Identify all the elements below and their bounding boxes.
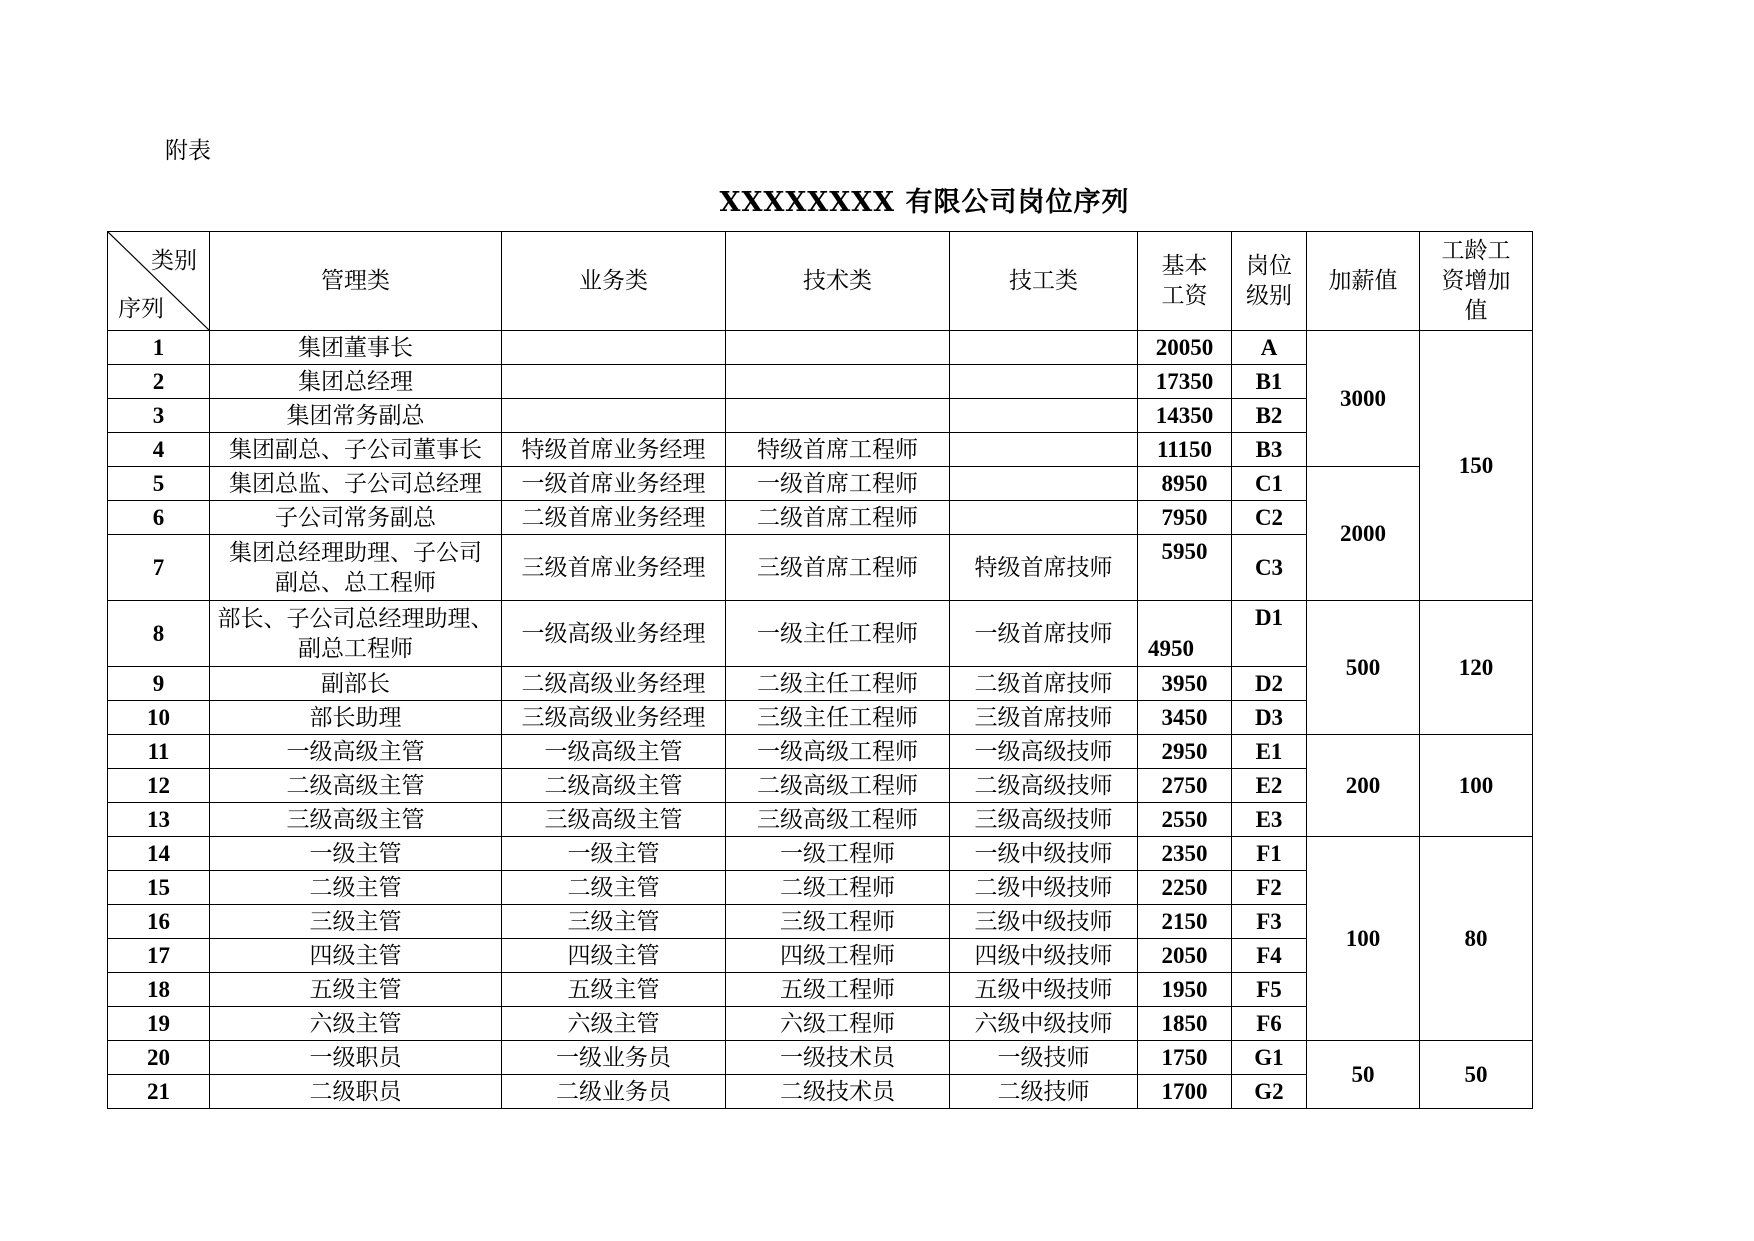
table-row (108, 735, 1533, 769)
header-grade-line2: 级别 (1246, 283, 1292, 309)
header-technician: 技工类 (950, 232, 1138, 331)
technical-cell: 二级技术员 (726, 1075, 950, 1109)
business-cell: 二级业务员 (502, 1075, 726, 1109)
technical-cell: 一级高级工程师 (726, 735, 950, 769)
management-cell: 集团总经理 (210, 365, 502, 399)
technician-cell: 二级技师 (950, 1075, 1138, 1109)
technical-cell: 三级主任工程师 (726, 701, 950, 735)
business-cell: 三级高级主管 (502, 803, 726, 837)
technician-cell (950, 331, 1138, 365)
header-row (108, 232, 1533, 331)
business-cell (502, 331, 726, 365)
seq-cell: 8 (108, 601, 210, 667)
position-sequence-table (107, 231, 1533, 1109)
header-base-salary-line1: 基本 (1161, 253, 1208, 279)
grade-cell: E1 (1232, 735, 1307, 769)
business-cell: 特级首席业务经理 (502, 433, 726, 467)
technical-cell: 三级首席工程师 (726, 535, 950, 601)
header-seniority-line3: 值 (1464, 298, 1488, 324)
salary-cell: 5950 (1138, 535, 1232, 601)
management-cell: 五级主管 (210, 973, 502, 1007)
technician-cell: 一级中级技师 (950, 837, 1138, 871)
salary-cell: 1850 (1138, 1007, 1232, 1041)
header-base-salary (1138, 232, 1232, 331)
header-raise: 加薪值 (1307, 232, 1420, 331)
technician-cell (950, 433, 1138, 467)
header-corner-cell (108, 232, 210, 331)
technical-cell (726, 365, 950, 399)
business-cell: 三级高级业务经理 (502, 701, 726, 735)
grade-cell: D1 (1232, 601, 1307, 667)
management-cell: 四级主管 (210, 939, 502, 973)
technical-cell: 四级工程师 (726, 939, 950, 973)
seq-cell: 2 (108, 365, 210, 399)
header-seniority (1420, 232, 1533, 331)
business-cell: 一级主管 (502, 837, 726, 871)
technical-cell: 一级主任工程师 (726, 601, 950, 667)
grade-cell: F5 (1232, 973, 1307, 1007)
seq-cell: 3 (108, 399, 210, 433)
technical-cell: 六级工程师 (726, 1007, 950, 1041)
header-management: 管理类 (210, 232, 502, 331)
technician-cell (950, 501, 1138, 535)
management-cell: 一级职员 (210, 1041, 502, 1075)
salary-cell: 8950 (1138, 467, 1232, 501)
grade-cell: D3 (1232, 701, 1307, 735)
header-seniority-line1: 工龄工 (1441, 238, 1511, 264)
grade-cell: E2 (1232, 769, 1307, 803)
raise-group-cell: 200 (1307, 735, 1420, 837)
technical-cell: 五级工程师 (726, 973, 950, 1007)
seq-cell: 7 (108, 535, 210, 601)
technician-cell (950, 399, 1138, 433)
salary-cell: 1750 (1138, 1041, 1232, 1075)
grade-cell: F3 (1232, 905, 1307, 939)
technical-cell: 二级高级工程师 (726, 769, 950, 803)
technical-cell: 二级工程师 (726, 871, 950, 905)
technician-cell: 一级首席技师 (950, 601, 1138, 667)
grade-cell: C3 (1232, 535, 1307, 601)
grade-cell: B2 (1232, 399, 1307, 433)
management-cell-line2: 副总工程师 (298, 635, 413, 662)
management-cell: 副部长 (210, 667, 502, 701)
management-cell: 二级主管 (210, 871, 502, 905)
grade-cell: B1 (1232, 365, 1307, 399)
raise-group-cell: 2000 (1307, 467, 1420, 601)
page-title: XXXXXXXX 有限公司岗位序列 (719, 187, 1130, 218)
grade-cell: C1 (1232, 467, 1307, 501)
raise-group-cell: 500 (1307, 601, 1420, 735)
technical-cell: 一级工程师 (726, 837, 950, 871)
salary-cell: 2950 (1138, 735, 1232, 769)
corner-category-label: 类别 (151, 248, 197, 274)
management-cell: 集团总监、子公司总经理 (210, 467, 502, 501)
business-cell: 四级主管 (502, 939, 726, 973)
management-cell-line2: 副总、总工程师 (275, 569, 436, 596)
technical-cell (726, 331, 950, 365)
grade-cell: F1 (1232, 837, 1307, 871)
grade-cell: E3 (1232, 803, 1307, 837)
management-cell: 二级职员 (210, 1075, 502, 1109)
technician-cell: 五级中级技师 (950, 973, 1138, 1007)
business-cell: 三级主管 (502, 905, 726, 939)
management-cell: 子公司常务副总 (210, 501, 502, 535)
technical-cell: 二级主任工程师 (726, 667, 950, 701)
business-cell: 三级首席业务经理 (502, 535, 726, 601)
header-grade-line1: 岗位 (1246, 253, 1292, 279)
business-cell: 一级高级主管 (502, 735, 726, 769)
technician-cell: 二级中级技师 (950, 871, 1138, 905)
salary-cell: 2350 (1138, 837, 1232, 871)
technical-cell: 一级技术员 (726, 1041, 950, 1075)
management-cell-line1: 集团总经理助理、子公司 (229, 539, 482, 566)
management-cell: 六级主管 (210, 1007, 502, 1041)
salary-cell: 3950 (1138, 667, 1232, 701)
management-cell: 集团常务副总 (210, 399, 502, 433)
technical-cell: 二级首席工程师 (726, 501, 950, 535)
header-grade (1232, 232, 1307, 331)
seq-cell: 19 (108, 1007, 210, 1041)
technician-cell: 三级首席技师 (950, 701, 1138, 735)
business-cell: 一级首席业务经理 (502, 467, 726, 501)
seq-cell: 20 (108, 1041, 210, 1075)
technician-cell: 一级技师 (950, 1041, 1138, 1075)
seq-cell: 4 (108, 433, 210, 467)
grade-cell: F2 (1232, 871, 1307, 905)
grade-cell: A (1232, 331, 1307, 365)
management-cell: 部长助理 (210, 701, 502, 735)
technician-cell: 二级高级技师 (950, 769, 1138, 803)
salary-cell: 1700 (1138, 1075, 1232, 1109)
seq-cell: 10 (108, 701, 210, 735)
technical-cell: 三级工程师 (726, 905, 950, 939)
management-cell: 二级高级主管 (210, 769, 502, 803)
technician-cell: 一级高级技师 (950, 735, 1138, 769)
business-cell: 二级高级业务经理 (502, 667, 726, 701)
salary-cell: 11150 (1138, 433, 1232, 467)
salary-cell: 1950 (1138, 973, 1232, 1007)
header-base-salary-line2: 工资 (1161, 283, 1208, 309)
grade-cell: C2 (1232, 501, 1307, 535)
grade-cell: F6 (1232, 1007, 1307, 1041)
salary-cell: 20050 (1138, 331, 1232, 365)
seniority-group-cell: 100 (1420, 735, 1533, 837)
table-row (108, 467, 1533, 501)
technician-cell (950, 365, 1138, 399)
technical-cell (726, 399, 950, 433)
technician-cell: 四级中级技师 (950, 939, 1138, 973)
seniority-group-cell: 50 (1420, 1041, 1533, 1109)
seniority-group-cell: 150 (1420, 331, 1533, 601)
technician-cell: 特级首席技师 (950, 535, 1138, 601)
corner-sequence-label: 序列 (118, 296, 164, 322)
technical-cell: 一级首席工程师 (726, 467, 950, 501)
technician-cell (950, 467, 1138, 501)
seq-cell: 21 (108, 1075, 210, 1109)
table-row (108, 601, 1533, 667)
business-cell: 一级高级业务经理 (502, 601, 726, 667)
salary-cell: 2750 (1138, 769, 1232, 803)
seq-cell: 11 (108, 735, 210, 769)
seq-cell: 16 (108, 905, 210, 939)
salary-cell: 4950 (1138, 601, 1232, 667)
business-cell: 二级高级主管 (502, 769, 726, 803)
seq-cell: 6 (108, 501, 210, 535)
management-cell: 集团副总、子公司董事长 (210, 433, 502, 467)
seq-cell: 17 (108, 939, 210, 973)
management-cell (210, 601, 502, 667)
grade-cell: B3 (1232, 433, 1307, 467)
header-seniority-line2: 资增加 (1441, 268, 1511, 294)
management-cell: 三级高级主管 (210, 803, 502, 837)
seq-cell: 5 (108, 467, 210, 501)
technician-cell: 二级首席技师 (950, 667, 1138, 701)
grade-cell: G1 (1232, 1041, 1307, 1075)
business-cell: 二级主管 (502, 871, 726, 905)
seq-cell: 15 (108, 871, 210, 905)
technical-cell: 三级高级工程师 (726, 803, 950, 837)
management-cell (210, 535, 502, 601)
salary-cell: 2250 (1138, 871, 1232, 905)
seq-cell: 13 (108, 803, 210, 837)
salary-cell: 3450 (1138, 701, 1232, 735)
raise-group-cell: 100 (1307, 837, 1420, 1041)
business-cell: 一级业务员 (502, 1041, 726, 1075)
management-cell: 一级主管 (210, 837, 502, 871)
grade-cell: G2 (1232, 1075, 1307, 1109)
seq-cell: 9 (108, 667, 210, 701)
header-business: 业务类 (502, 232, 726, 331)
table-row (108, 1041, 1533, 1075)
header-technical: 技术类 (726, 232, 950, 331)
salary-cell: 17350 (1138, 365, 1232, 399)
technician-cell: 六级中级技师 (950, 1007, 1138, 1041)
seq-cell: 18 (108, 973, 210, 1007)
grade-cell: D2 (1232, 667, 1307, 701)
technician-cell: 三级高级技师 (950, 803, 1138, 837)
seniority-group-cell: 80 (1420, 837, 1533, 1041)
seq-cell: 1 (108, 331, 210, 365)
seq-cell: 12 (108, 769, 210, 803)
seniority-group-cell: 120 (1420, 601, 1533, 735)
grade-cell: F4 (1232, 939, 1307, 973)
table-row (108, 837, 1533, 871)
management-cell: 三级主管 (210, 905, 502, 939)
raise-group-cell: 50 (1307, 1041, 1420, 1109)
appendix-label: 附表 (165, 138, 211, 164)
business-cell (502, 399, 726, 433)
salary-cell: 7950 (1138, 501, 1232, 535)
business-cell: 六级主管 (502, 1007, 726, 1041)
management-cell-line1: 部长、子公司总经理助理、 (217, 605, 494, 632)
salary-cell: 2050 (1138, 939, 1232, 973)
salary-cell: 2550 (1138, 803, 1232, 837)
raise-group-cell: 3000 (1307, 331, 1420, 467)
business-cell (502, 365, 726, 399)
seq-cell: 14 (108, 837, 210, 871)
technician-cell: 三级中级技师 (950, 905, 1138, 939)
business-cell: 二级首席业务经理 (502, 501, 726, 535)
salary-cell: 2150 (1138, 905, 1232, 939)
technical-cell: 特级首席工程师 (726, 433, 950, 467)
table-row (108, 331, 1533, 365)
management-cell: 集团董事长 (210, 331, 502, 365)
management-cell: 一级高级主管 (210, 735, 502, 769)
business-cell: 五级主管 (502, 973, 726, 1007)
salary-cell: 14350 (1138, 399, 1232, 433)
